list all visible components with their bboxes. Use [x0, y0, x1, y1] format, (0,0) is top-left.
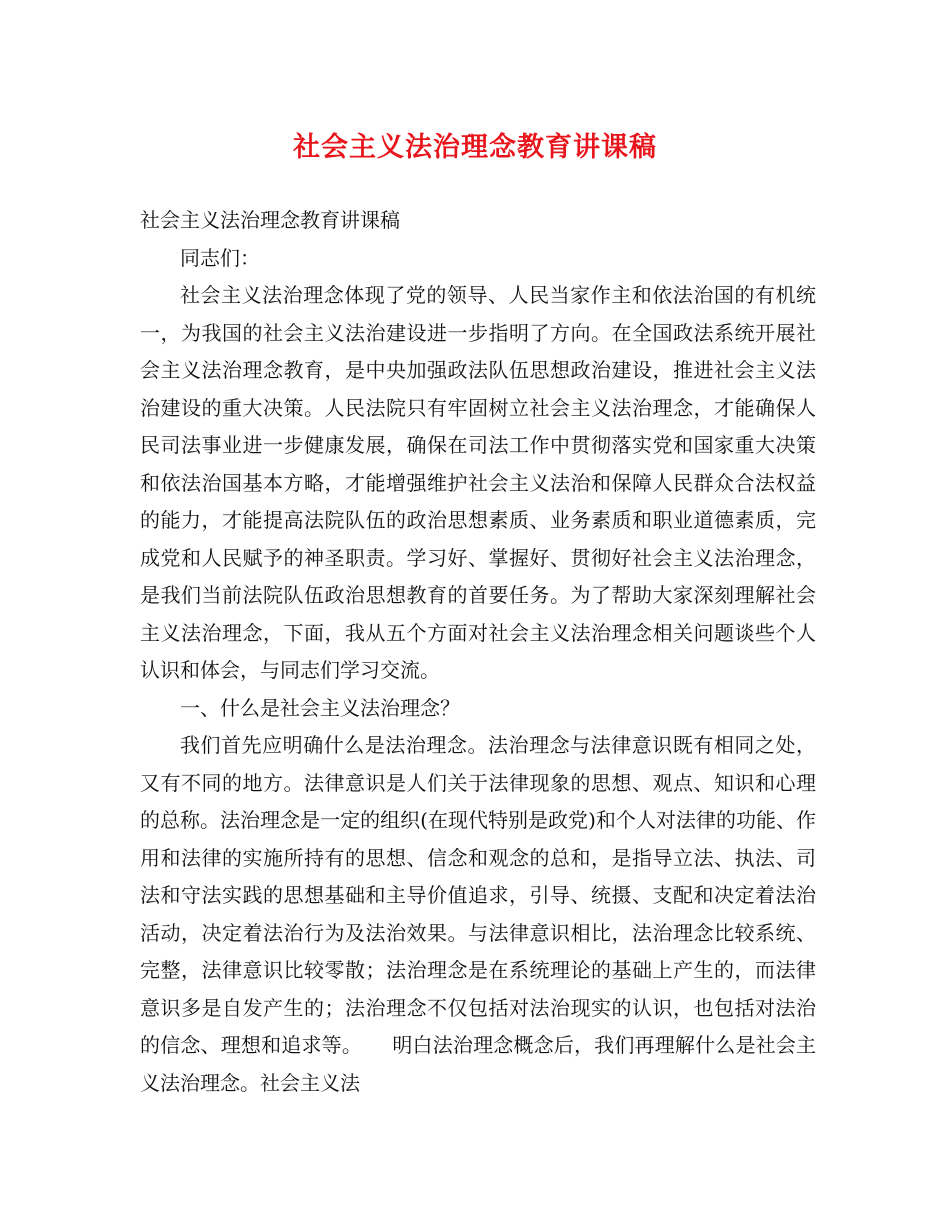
section-heading-1: 一、什么是社会主义法治理念？	[180, 695, 460, 720]
paragraph-intro: 社会主义法治理念体现了党的领导、人民当家作主和依法治国的有机统一，为我国的社会主义法治建设进一步指明了方向。在全国政法系统开展社会主义法治理念教育，是中央加强政法队伍思想政治建设，推进社会主义法治建设的重大决策。人民法院只有牢固树立社会主义法治理念，才能确保人民司法事业进一步健康发展，确保在司法工作中贯彻落实党和国家重大决策和依法治国基本方略，才能增强维护社会主义法治和保障人民群众合法权益的能力，才能提高法院队伍的政治思想素质、业务素质和职业道德素质，完成党和人民赋予的神圣职责。学习好、掌握好、贯彻好社会主义法治理念，是我们当前法院队伍政治思想教育的首要任务。为了帮助大家深刻理解社会主义法治理念，下面，我从五个方面对社会主义法治理念相关问题谈些个人认识和体会，与同志们学习交流。	[140, 283, 816, 682]
paragraph-subtitle: 社会主义法治理念教育讲课稿	[140, 208, 400, 232]
document-body	[140, 202, 816, 1102]
paragraph-salutation: 同志们：	[180, 245, 260, 270]
document-title: 社会主义法治理念教育讲课稿	[293, 132, 657, 163]
paragraph-section-1: 我们首先应明确什么是法治理念。法治理念与法律意识既有相同之处，又有不同的地方。法律意识是人们关于法律现象的思想、观点、知识和心理的总称。法治理念是一定的组织(在现代特别是政党)和个人对法律的功能、作用和法律的实施所持有的思想、信念和观念的总和，是指导立法、执法、司法和守法实践的思想基础和主导价值追求，引导、统摄、支配和决定着法治活动，决定着法治行为及法治效果。与法律意识相比，法治理念比较系统、完整，法律意识比较零散；法治理念是在系统理论的基础上产生的，而法律意识多是自发产生的；法治理念不仅包括对法治现实的认识，也包括对法治的信念、理想和追求等。 明白法治理念概念后，我们再理解什么是社会主义法治理念。社会主义法	[140, 733, 816, 1095]
